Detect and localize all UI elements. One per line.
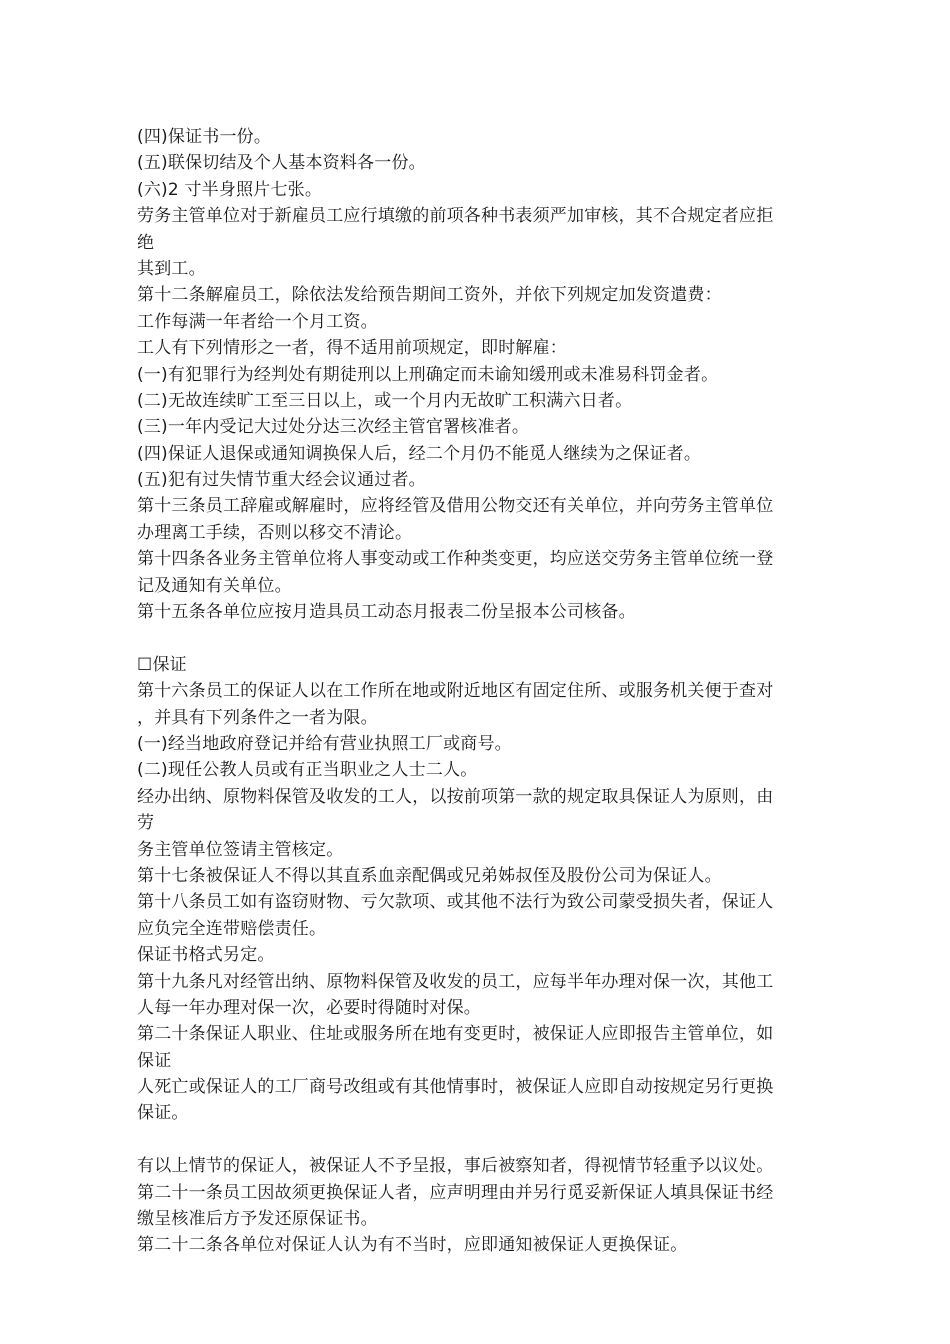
- text-line: 工人有下列情形之一者，得不适用前项规定，即时解雇：: [137, 338, 567, 359]
- text-line: 工作每满一年者给一个月工资。: [137, 311, 378, 332]
- list-item: (一)有犯罪行为经判处有期徒刑以上刑确定而未谕知缓刑或未准易科罚金者。: [137, 364, 719, 385]
- text-line: (四)保证书一份。: [137, 127, 272, 147]
- text-line: 经办出纳、原物料保管及收发的工人，以按前项第一款的规定取具保证人为原则，由: [137, 786, 774, 807]
- text-line: 其到工。: [137, 258, 206, 279]
- text-line: 缴呈核准后方予发还原保证书。: [137, 1209, 378, 1230]
- text-line: 人死亡或保证人的工厂商号改组或有其他情事时，被保证人应即自动按规定另行更换: [137, 1077, 774, 1098]
- text-line: 办理离工手续，否则以移交不清论。: [137, 522, 413, 543]
- text-line: 劳: [137, 813, 155, 834]
- article-17: 第十七条被保证人不得以其直系血亲配偶或兄弟姊叔侄及股份公司为保证人。: [137, 865, 722, 886]
- list-item: (一)经当地政府登记并给有营业执照工厂或商号。: [137, 733, 512, 754]
- text-line: 记及通知有关单位。: [137, 575, 292, 596]
- article-13: 第十三条员工辞雇或解雇时，应将经管及借用公物交还有关单位，并向劳务主管单位: [137, 496, 774, 517]
- section-heading-guarantee: ☐保证: [137, 654, 187, 675]
- blank-line: [137, 1127, 867, 1153]
- list-item: (三)一年内受记大过处分达三次经主管官署核准者。: [137, 417, 530, 438]
- text-line: 劳务主管单位对于新雇员工应行填缴的前项各种书表须严加审核，其不合规定者应拒: [137, 206, 774, 227]
- article-16: 第十六条员工的保证人以在工作所在地或附近地区有固定住所、或服务机关便于查对: [137, 681, 774, 702]
- article-12-heading: 第十二条解雇员工，除依法发给预告期间工资外，并依下列规定加发资遣费：: [137, 285, 722, 306]
- article-14: 第十四条各业务主管单位将人事变动或工作种类变更，均应送交劳务主管单位统一登: [137, 549, 774, 570]
- article-20: 第二十条保证人职业、住址或服务所在地有变更时，被保证人应即报告主管单位，如: [137, 1024, 774, 1045]
- text-line: 人每一年办理对保一次，必要时得随时对保。: [137, 997, 481, 1018]
- text-line: 保证。: [137, 1103, 189, 1124]
- blank-line: [137, 625, 867, 651]
- text-line: ，并具有下列条件之一者为限。: [137, 707, 378, 728]
- text-line: 保证书格式另定。: [137, 945, 275, 966]
- text-line: 有以上情节的保证人，被保证人不予呈报，事后被察知者，得视情节轻重予以议处。: [137, 1156, 774, 1177]
- text-line: 保证: [137, 1050, 172, 1071]
- list-item: (五)犯有过失情节重大经会议通过者。: [137, 470, 426, 491]
- text-line: (六)2 寸半身照片七张。: [137, 179, 323, 200]
- text-line: 务主管单位签请主管核定。: [137, 839, 344, 860]
- list-item: (四)保证人退保或通知调换保人后，经二个月仍不能觅人继续为之保证者。: [137, 443, 702, 464]
- list-item: (二)现任公教人员或有正当职业之人士二人。: [137, 760, 478, 781]
- list-item: (二)无故连续旷工至三日以上，或一个月内无故旷工积满六日者。: [137, 390, 633, 411]
- text-line: 应负完全连带赔偿责任。: [137, 918, 327, 939]
- article-19: 第十九条凡对经管出纳、原物料保管及收发的员工，应每半年办理对保一次，其他工: [137, 971, 774, 992]
- article-21: 第二十一条员工因故须更换保证人者，应声明理由并另行觅妥新保证人填具保证书经: [137, 1182, 774, 1203]
- article-22: 第二十二条各单位对保证人认为有不当时，应即通知被保证人更换保证。: [137, 1235, 688, 1256]
- text-line: (五)联保切结及个人基本资料各一份。: [137, 153, 426, 174]
- text-line: 绝: [137, 232, 155, 253]
- article-18: 第十八条员工如有盗窃财物、亏欠款项、或其他不法行为致公司蒙受损失者，保证人: [137, 892, 774, 913]
- document-body: [137, 124, 867, 1259]
- article-15: 第十五条各单位应按月造具员工动态月报表二份呈报本公司核备。: [137, 602, 636, 623]
